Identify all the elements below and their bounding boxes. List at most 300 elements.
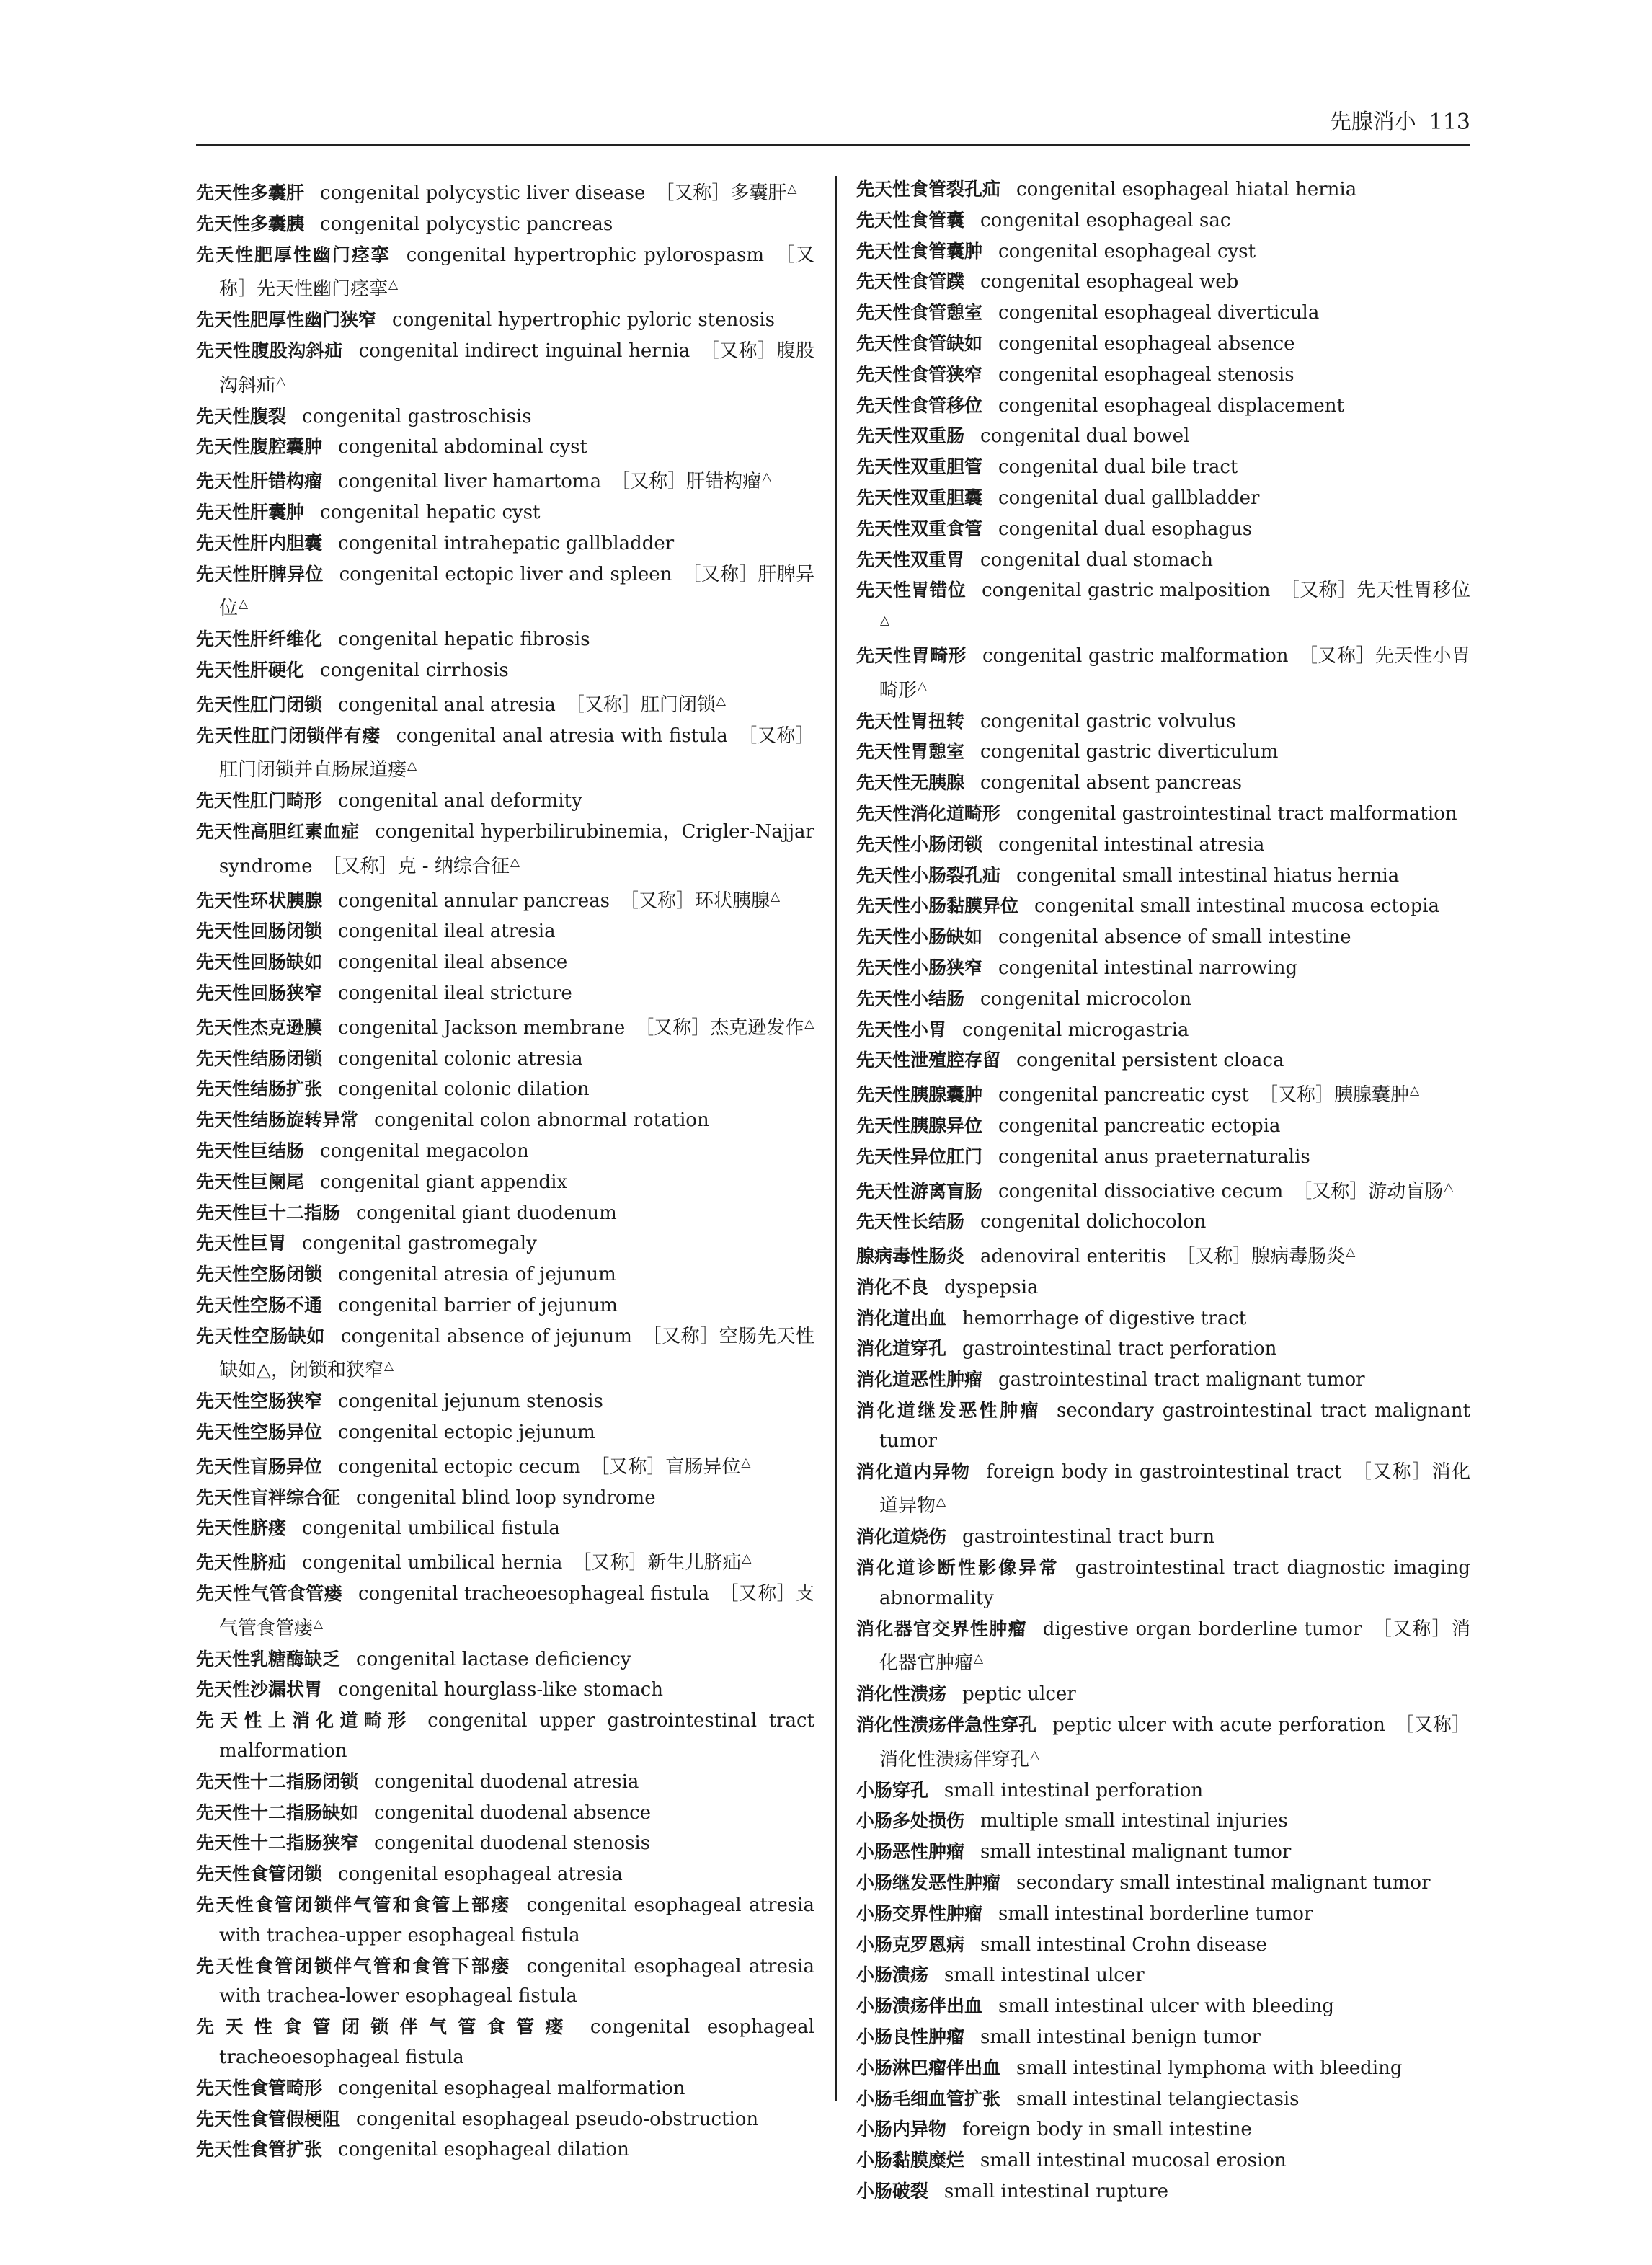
glossary-entry: [196, 528, 814, 559]
glossary-entry: [856, 799, 1470, 830]
glossary-entry: [856, 1553, 1470, 1614]
term-english: congenital jejunum stenosis: [338, 1391, 603, 1413]
term-english: congenital hepatic cyst: [320, 501, 541, 523]
glossary-entry: [196, 402, 814, 433]
term-chinese: 先天性杰克逊膜: [196, 1016, 323, 1038]
glossary-entry: [196, 559, 814, 625]
term-english: congenital dissociative cecum: [998, 1180, 1284, 1202]
glossary-entry: [856, 360, 1470, 391]
term-english: congenital indirect inguinal hernia: [358, 340, 690, 362]
term-chinese: 先天性空肠异位: [196, 1422, 323, 1443]
glossary-entry: [856, 1111, 1470, 1142]
glossary-entry: [856, 1015, 1470, 1046]
glossary-entry: [856, 1991, 1470, 2022]
term-chinese: 先天性十二指肠缺如: [196, 1801, 359, 1823]
triangle-mark: △: [974, 1652, 984, 1667]
term-chinese: 先天性小肠缺如: [856, 926, 983, 948]
term-chinese: 先天性肝纤维化: [196, 629, 323, 650]
term-chinese: 小肠毛细血管扩张: [856, 2088, 1001, 2109]
term-english: congenital ectopic liver and spleen: [339, 563, 672, 585]
triangle-mark: △: [770, 889, 781, 904]
term-chinese: 先天性结肠闭锁: [196, 1047, 323, 1069]
term-chinese: 小肠克罗恩病: [856, 1933, 965, 1955]
term-synonym: ［又称］环状胰腺: [619, 890, 770, 912]
term-synonym: ［又称］空肠先天性缺如△，闭锁和狭窄: [219, 1325, 814, 1382]
glossary-entry: [196, 2012, 814, 2073]
term-chinese: 消化道恶性肿瘤: [856, 1369, 983, 1391]
term-english: congenital polycystic pancreas: [320, 213, 613, 235]
term-chinese: 先天性食管闭锁伴气管和食管下部瘘: [196, 1955, 511, 1977]
term-chinese: 先天性胃扭转: [856, 710, 965, 732]
term-english: digestive organ borderline tumor: [1042, 1618, 1362, 1640]
glossary-entry: [856, 861, 1470, 892]
term-english: congenital esophageal displacement: [998, 394, 1344, 417]
term-chinese: 先天性乳糖酶缺乏: [196, 1648, 341, 1670]
glossary-entry: [856, 545, 1470, 576]
triangle-mark: △: [1444, 1179, 1454, 1194]
term-english: secondary small intestinal malignant tumor: [1016, 1872, 1431, 1894]
triangle-mark: △: [716, 693, 726, 708]
term-english: congenital atresia of jejunum: [338, 1264, 616, 1286]
term-english: congenital hourglass-like stomach: [338, 1679, 664, 1701]
term-chinese: 先天性多囊肝: [196, 182, 305, 203]
term-chinese: 先天性肛门闭锁伴有瘘: [196, 724, 381, 746]
term-english: congenital hypertrophic pylorospasm: [406, 244, 765, 266]
glossary-entry: [856, 1142, 1470, 1173]
term-english: congenital intrahepatic gallbladder: [338, 532, 675, 554]
glossary-entry: [856, 1272, 1470, 1303]
term-english: congenital hyperbilirubinemia，Crigler-Najjar syndrome: [219, 820, 814, 877]
term-chinese: 先天性肝错构瘤: [196, 471, 323, 492]
term-chinese: 小肠穿孔: [856, 1779, 929, 1801]
term-synonym: ［又称］杰克逊发作: [635, 1016, 804, 1039]
glossary-entry: [196, 624, 814, 655]
glossary-entry: [196, 305, 814, 336]
term-synonym: ［又称］盲肠异位: [590, 1455, 741, 1478]
term-english: peptic ulcer: [962, 1683, 1076, 1706]
term-chinese: 先天性环状胰腺: [196, 890, 323, 911]
term-chinese: 先天性十二指肠闭锁: [196, 1770, 359, 1792]
glossary-entry: [856, 1868, 1470, 1899]
term-english: congenital ileal absence: [338, 952, 568, 974]
term-chinese: 先天性食管缺如: [856, 332, 983, 354]
term-english: congenital hepatic fibrosis: [338, 629, 590, 651]
triangle-mark: △: [1410, 1083, 1420, 1099]
term-english: congenital barrier of jejunum: [338, 1294, 618, 1316]
term-chinese: 先天性食管闭锁: [196, 1863, 323, 1885]
section-title: 先腺消小: [1329, 110, 1416, 135]
term-synonym: ［又称］消化道异物: [879, 1460, 1470, 1517]
glossary-entry: [856, 768, 1470, 799]
term-chinese: 先天性沙漏状胃: [196, 1679, 323, 1701]
term-english: congenital esophageal atresia: [338, 1863, 623, 1886]
glossary-entry: [196, 1951, 814, 2013]
term-chinese: 先天性食管憩室: [856, 302, 983, 324]
term-chinese: 先天性食管闭锁伴气管和食管上部瘘: [196, 1894, 511, 1916]
term-synonym: ［又称］克 - 纳综合征: [322, 855, 510, 877]
glossary-entry: [196, 1044, 814, 1075]
term-chinese: 先天性无胰腺: [856, 772, 965, 794]
term-chinese: 先天性肝囊肿: [196, 501, 305, 523]
glossary-entry: [196, 1136, 814, 1167]
term-english: congenital gastric malposition: [982, 580, 1271, 602]
glossary-entry: [856, 1899, 1470, 1930]
term-synonym: ［又称］先天性小胃畸形: [879, 644, 1470, 701]
term-english: foreign body in small intestine: [962, 2119, 1252, 2141]
term-chinese: 先天性异位肛门: [856, 1145, 983, 1167]
term-chinese: 先天性小肠狭窄: [856, 957, 983, 978]
term-chinese: 先天性胰腺异位: [856, 1114, 983, 1136]
term-english: congenital gastrointestinal tract malformation: [1016, 802, 1457, 825]
term-chinese: 先天性小结肠: [856, 988, 965, 1009]
term-english: congenital duodenal atresia: [374, 1770, 639, 1793]
term-english: congenital absence of small intestine: [998, 926, 1351, 949]
term-english: congenital small intestinal hiatus hernia: [1016, 864, 1400, 887]
glossary-entry: [856, 737, 1470, 768]
glossary-entry: [196, 817, 814, 882]
term-chinese: 小肠恶性肿瘤: [856, 1841, 965, 1863]
glossary-entry: [196, 1890, 814, 1951]
term-english: congenital esophageal absence: [998, 332, 1295, 355]
glossary-entry: [196, 882, 814, 917]
term-chinese: 先天性食管囊肿: [856, 240, 983, 262]
term-synonym: ［又称］胰腺囊肿: [1259, 1084, 1410, 1107]
glossary-entry: [856, 1365, 1470, 1396]
term-chinese: 先天性上消化道畸形: [196, 1710, 412, 1732]
term-english: congenital anal atresia with fistula: [396, 724, 728, 747]
term-chinese: 小肠交界性肿瘤: [856, 1902, 983, 1924]
term-english: congenital duodenal stenosis: [374, 1832, 651, 1855]
glossary-entry: [196, 1105, 814, 1136]
glossary-entry: [196, 1644, 814, 1675]
term-english: congenital dual bile tract: [998, 456, 1238, 479]
glossary-entry: [856, 706, 1470, 737]
term-english: congenital esophageal hiatal hernia: [1016, 179, 1357, 200]
glossary-entry: [856, 2053, 1470, 2084]
triangle-mark: △: [741, 1455, 751, 1470]
glossary-entry: [196, 2135, 814, 2166]
term-english: congenital gastric volvulus: [980, 710, 1236, 732]
term-english: congenital gastroschisis: [302, 405, 532, 427]
term-chinese: 先天性食管畸形: [196, 2077, 323, 2098]
glossary-entry: [856, 1238, 1470, 1272]
term-synonym: ［又称］多囊肝: [655, 182, 787, 204]
glossary-entry: [856, 514, 1470, 545]
term-chinese: 先天性食管蹼: [856, 271, 965, 293]
glossary-entry: [856, 2145, 1470, 2176]
term-english: congenital anal atresia: [338, 693, 556, 716]
term-chinese: 先天性巨十二指肠: [196, 1202, 341, 1223]
glossary-entry: [196, 786, 814, 817]
term-english: congenital umbilical fistula: [302, 1517, 560, 1540]
term-synonym: ［又称］游动盲肠: [1293, 1180, 1444, 1202]
term-english: congenital colon abnormal rotation: [374, 1109, 709, 1132]
glossary-entry: [196, 1417, 814, 1448]
term-chinese: 消化不良: [856, 1276, 929, 1298]
term-chinese: 先天性巨阑尾: [196, 1171, 305, 1192]
glossary-entry: [856, 1806, 1470, 1837]
glossary-entry: [196, 1290, 814, 1321]
term-english: congenital esophageal pseudo-obstruction: [356, 2108, 759, 2130]
term-chinese: 先天性结肠旋转异常: [196, 1109, 359, 1131]
glossary-entry: [196, 1259, 814, 1290]
triangle-mark: △: [918, 678, 928, 693]
glossary-entry: [196, 336, 814, 402]
term-chinese: 小肠多处损伤: [856, 1810, 965, 1832]
term-english: congenital esophageal diverticula: [998, 302, 1320, 324]
term-english: congenital dual bowel: [980, 425, 1190, 448]
term-chinese: 先天性胰腺囊肿: [856, 1084, 983, 1106]
term-english: congenital gastric malformation: [982, 644, 1289, 667]
term-english: gastrointestinal tract burn: [962, 1526, 1215, 1548]
term-chinese: 先天性肥厚性幽门痉挛: [196, 244, 391, 265]
left-column: [196, 174, 814, 2166]
term-english: congenital esophageal dilation: [338, 2139, 629, 2161]
glossary-entry: [856, 1710, 1470, 1776]
term-chinese: 先天性泄殖腔存留: [856, 1050, 1001, 1071]
glossary-entry: [196, 1074, 814, 1105]
glossary-entry: [196, 1706, 814, 1767]
running-head: [1330, 108, 1470, 137]
term-english: congenital esophageal malformation: [338, 2077, 685, 2099]
glossary-entry: [856, 641, 1470, 706]
glossary-entry: [856, 1679, 1470, 1710]
term-chinese: 先天性盲袢综合征: [196, 1486, 341, 1508]
term-english: congenital annular pancreas: [338, 890, 610, 912]
term-chinese: 先天性肝内胆囊: [196, 532, 323, 554]
term-synonym: ［又称］消化性溃疡伴穿孔: [879, 1714, 1470, 1770]
glossary-entry: [196, 686, 814, 721]
term-english: congenital esophageal cyst: [998, 240, 1256, 262]
term-english: small intestinal rupture: [944, 2181, 1169, 2202]
term-chinese: 消化性溃疡伴急性穿孔: [856, 1714, 1037, 1736]
term-chinese: 先天性小肠裂孔疝: [856, 864, 1001, 886]
term-english: congenital polycystic liver disease: [320, 182, 646, 204]
term-chinese: 小肠溃疡伴出血: [856, 1995, 983, 2017]
term-english: congenital umbilical hernia: [302, 1552, 563, 1574]
term-english: small intestinal perforation: [944, 1779, 1204, 1801]
term-english: gastrointestinal tract diagnostic imaging abnormality: [879, 1557, 1470, 1609]
term-chinese: 先天性双重肠: [856, 425, 965, 447]
term-chinese: 小肠继发恶性肿瘤: [856, 1872, 1001, 1894]
triangle-mark: △: [936, 1494, 946, 1510]
term-chinese: 先天性双重胆囊: [856, 487, 983, 508]
term-english: small intestinal telangiectasis: [1016, 2088, 1300, 2110]
term-english: congenital absence of jejunum: [340, 1325, 632, 1347]
term-english: congenital absent pancreas: [980, 772, 1243, 794]
term-chinese: 先天性空肠缺如: [196, 1325, 325, 1347]
glossary-entry: [856, 1930, 1470, 1961]
term-chinese: 先天性食管狭窄: [856, 363, 983, 385]
page-header: [196, 108, 1470, 146]
term-chinese: 先天性小肠黏膜异位: [856, 895, 1019, 917]
triangle-mark: △: [1346, 1245, 1356, 1260]
glossary-entry: [196, 1767, 814, 1798]
term-english: congenital dual gallbladder: [998, 487, 1260, 509]
glossary-entry: [196, 1198, 814, 1229]
term-english: congenital megacolon: [320, 1140, 529, 1162]
term-english: congenital pancreatic cyst: [998, 1084, 1249, 1107]
term-chinese: 先天性高胆红素血症: [196, 820, 360, 842]
term-chinese: 先天性腹股沟斜疝: [196, 340, 343, 361]
term-chinese: 先天性小肠闭锁: [856, 833, 983, 855]
term-english: congenital small intestinal mucosa ectopia: [1034, 895, 1440, 918]
glossary-entry: [856, 1457, 1470, 1522]
glossary-entry: [196, 2104, 814, 2135]
glossary-entry: [856, 174, 1470, 205]
term-english: small intestinal borderline tumor: [998, 1902, 1313, 1925]
term-chinese: 先天性脐疝: [196, 1552, 287, 1574]
glossary-entry: [856, 984, 1470, 1015]
glossary-entry: [856, 2022, 1470, 2053]
triangle-mark: △: [407, 758, 417, 774]
term-chinese: 先天性双重胆管: [856, 456, 983, 478]
term-english: congenital pancreatic ectopia: [998, 1114, 1281, 1137]
term-english: congenital gastric diverticulum: [980, 741, 1279, 763]
glossary-entry: [196, 1579, 814, 1644]
term-chinese: 小肠内异物: [856, 2119, 947, 2140]
term-synonym: ［又称］肛门闭锁: [565, 693, 716, 716]
term-chinese: 消化道诊断性影像异常: [856, 1557, 1060, 1579]
glossary-entry: [856, 1960, 1470, 1991]
term-chinese: 先天性腹裂: [196, 405, 287, 427]
glossary-entry: [196, 721, 814, 786]
term-english: dyspepsia: [944, 1276, 1039, 1298]
glossary-entry: [196, 1798, 814, 1829]
glossary-entry: [856, 1076, 1470, 1111]
glossary-entry: [196, 1321, 814, 1387]
term-synonym: ［又称］新生儿脐疝: [572, 1552, 742, 1574]
glossary-entry: [196, 1167, 814, 1198]
glossary-entry: [856, 2084, 1470, 2115]
term-chinese: 消化道烧伤: [856, 1526, 947, 1548]
glossary-entry: [856, 421, 1470, 452]
term-chinese: 先天性肥厚性幽门狭窄: [196, 309, 377, 331]
term-english: congenital ileal stricture: [338, 982, 572, 1004]
glossary-entry: [856, 329, 1470, 360]
term-chinese: 消化道内异物: [856, 1460, 971, 1482]
term-chinese: 先天性回肠狭窄: [196, 982, 323, 1003]
triangle-mark: △: [787, 182, 797, 196]
term-english: congenital giant appendix: [320, 1171, 568, 1193]
glossary-entry: [196, 1513, 814, 1544]
glossary-entry: [856, 1837, 1470, 1868]
term-english: congenital tracheoesophageal fistula: [358, 1583, 710, 1605]
term-english: congenital abdominal cyst: [338, 436, 587, 458]
triangle-mark: △: [762, 470, 772, 485]
term-chinese: 消化道继发恶性肿瘤: [856, 1400, 1042, 1422]
right-column: [856, 174, 1470, 2207]
term-english: congenital hypertrophic pyloric stenosis: [392, 309, 775, 332]
glossary-entry: [196, 916, 814, 947]
term-english: multiple small intestinal injuries: [980, 1810, 1288, 1832]
term-chinese: 先天性食管囊: [856, 209, 965, 231]
triangle-mark: △: [239, 597, 249, 612]
term-english: congenital giant duodenum: [356, 1202, 617, 1224]
term-english: congenital ectopic jejunum: [338, 1422, 595, 1444]
triangle-mark: △: [388, 278, 399, 293]
term-english: congenital anus praeternaturalis: [998, 1145, 1310, 1168]
term-english: congenital intestinal atresia: [998, 833, 1265, 856]
term-english: congenital liver hamartoma: [338, 471, 602, 493]
term-chinese: 先天性结肠扩张: [196, 1078, 323, 1100]
term-english: small intestinal ulcer with bleeding: [998, 1995, 1335, 2018]
term-english: small intestinal ulcer: [944, 1964, 1145, 1987]
glossary-entry: [196, 1448, 814, 1483]
glossary-entry: [196, 497, 814, 528]
glossary-entry: [856, 2114, 1470, 2145]
triangle-mark: △: [1030, 1747, 1040, 1763]
term-chinese: 先天性空肠闭锁: [196, 1264, 323, 1285]
triangle-mark: △: [314, 1616, 324, 1631]
glossary-entry: [856, 298, 1470, 329]
term-english: congenital persistent cloaca: [1016, 1050, 1284, 1072]
term-english: congenital duodenal absence: [374, 1801, 652, 1824]
term-english: congenital microcolon: [980, 988, 1192, 1010]
glossary-entry: [856, 1396, 1470, 1457]
term-english: congenital upper gastrointestinal tract malformation: [219, 1710, 814, 1763]
term-english: small intestinal mucosal erosion: [980, 2150, 1287, 2172]
term-chinese: 先天性多囊胰: [196, 213, 305, 234]
term-english: congenital esophageal stenosis: [998, 363, 1294, 386]
term-chinese: 先天性双重胃: [856, 549, 965, 570]
term-chinese: 先天性回肠缺如: [196, 952, 323, 973]
term-english: gastrointestinal tract malignant tumor: [998, 1369, 1365, 1391]
term-synonym: ［又称］肛门闭锁并直肠尿道瘘: [219, 724, 814, 781]
glossary-entry: [856, 236, 1470, 267]
term-english: congenital blind loop syndrome: [356, 1486, 656, 1509]
term-chinese: 先天性巨结肠: [196, 1140, 305, 1161]
triangle-mark: △: [880, 613, 890, 629]
glossary-entry: [856, 267, 1470, 298]
glossary-entry: [196, 240, 814, 306]
glossary-entry: [196, 947, 814, 978]
term-english: congenital dual stomach: [980, 549, 1213, 571]
term-chinese: 先天性双重食管: [856, 518, 983, 539]
term-english: congenital Jackson membrane: [338, 1016, 626, 1039]
term-english: small intestinal lymphoma with bleeding: [1016, 2057, 1403, 2079]
term-chinese: 先天性小胃: [856, 1019, 947, 1040]
glossary-entry: [856, 2176, 1470, 2207]
term-synonym: ［又称］消化器官肿瘤: [879, 1618, 1470, 1675]
glossary-entry: [856, 452, 1470, 483]
term-chinese: 消化性溃疡: [856, 1683, 947, 1705]
glossary-entry: [856, 1614, 1470, 1680]
term-chinese: 先天性腹腔囊肿: [196, 436, 323, 458]
term-chinese: 消化道穿孔: [856, 1338, 947, 1360]
term-chinese: 小肠破裂: [856, 2181, 929, 2202]
term-chinese: 先天性长结肠: [856, 1211, 965, 1233]
triangle-mark: △: [510, 854, 520, 869]
triangle-mark: △: [276, 373, 286, 389]
triangle-mark: △: [742, 1551, 752, 1566]
term-english: congenital anal deformity: [338, 790, 582, 812]
term-chinese: 腺病毒性肠炎: [856, 1246, 965, 1267]
glossary-entry: [196, 1386, 814, 1417]
term-chinese: 先天性肛门闭锁: [196, 693, 323, 715]
glossary-entry: [856, 953, 1470, 984]
term-chinese: 先天性肝脾异位: [196, 563, 324, 585]
glossary-entry: [856, 830, 1470, 861]
term-english: congenital ileal atresia: [338, 921, 556, 943]
glossary-entry: [196, 1675, 814, 1706]
term-english: peptic ulcer with acute perforation: [1052, 1714, 1385, 1737]
column-divider: [835, 176, 837, 2101]
term-english: hemorrhage of digestive tract: [962, 1307, 1247, 1329]
term-chinese: 小肠溃疡: [856, 1964, 929, 1986]
glossary-entry: [856, 1303, 1470, 1334]
term-synonym: ［又称］腹股沟斜疝: [219, 340, 814, 396]
